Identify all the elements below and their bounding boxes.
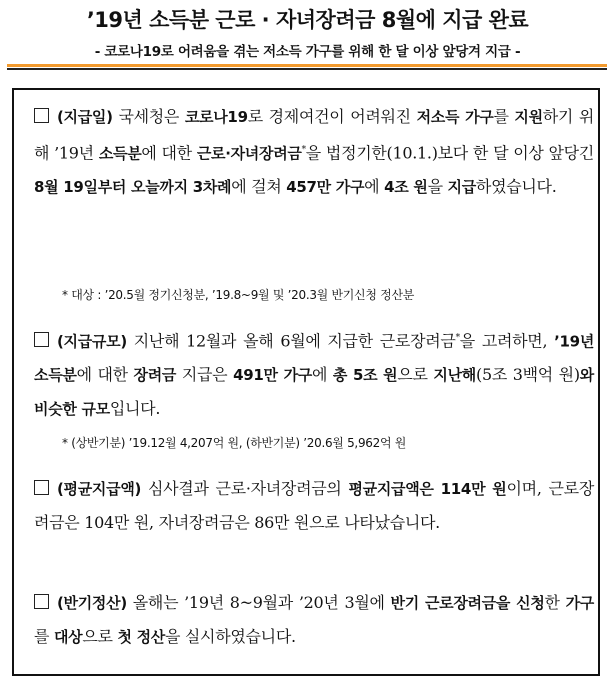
checkbox-icon (34, 480, 49, 495)
checkbox-icon (34, 594, 49, 609)
item-heading: (반기정산) (57, 594, 127, 612)
item-average-amount: (평균지급액) 심사결과 근로·자녀장려금의 평균지급액은 114만 원이며, 근로장려금은 104만 원, 자녀장려금은 86만 원으로 나타났습니다. (34, 479, 594, 532)
footnote-target: * 대상 : ’20.5월 정기신청분, ’19.8~9월 및 ’20.3월 반기신청 정산분 (62, 288, 415, 302)
checkbox-icon (34, 332, 49, 347)
content-box (12, 88, 600, 676)
page-title: ’19년 소득분 근로 · 자녀장려금 8월에 지급 완료 (86, 8, 529, 32)
page-subtitle: - 코로나19로 어려움을 겪는 저소득 가구를 위해 한 달 이상 앞당겨 지급 - (94, 44, 521, 60)
item-heading: (지급일) (57, 108, 113, 126)
checkbox-icon (34, 108, 49, 123)
title-rule-black (7, 68, 607, 70)
footnote-breakdown: * (상반기분) ’19.12월 4,207억 원, (하반기분) ’20.6월 5,962억 원 (62, 436, 407, 450)
item-semiannual-settlement: (반기정산) 올해는 ’19년 8~9월과 ’20년 3월에 반기 근로장려금을 신청한 가구를 대상으로 첫 정산을 실시하였습니다. (34, 593, 594, 646)
item-heading: (평균지급액) (57, 480, 142, 498)
title-rule-orange (7, 64, 607, 67)
item-payment-date: (지급일) 국세청은 코로나19로 경제여건이 어려워진 저소득 가구를 지원하기 위해 ’19년 소득분에 대한 근로·자녀장려금*을 법정기한(10.1.)보다 한 달 이상 앞당긴 8월 19일부터 오늘까지 3차례에 걸쳐 457만 가구에 4조 원을 지급하였습니다. (34, 107, 595, 197)
item-payment-scale: (지급규모) 지난해 12월과 올해 6월에 지급한 근로장려금*을 고려하면, ’19년 소득분에 대한 장려금 지급은 491만 가구에 총 5조 원으로 지난해(5조 3백억 원)와 비슷한 규모입니다. (34, 331, 595, 419)
item-heading: (지급규모) (57, 332, 127, 351)
